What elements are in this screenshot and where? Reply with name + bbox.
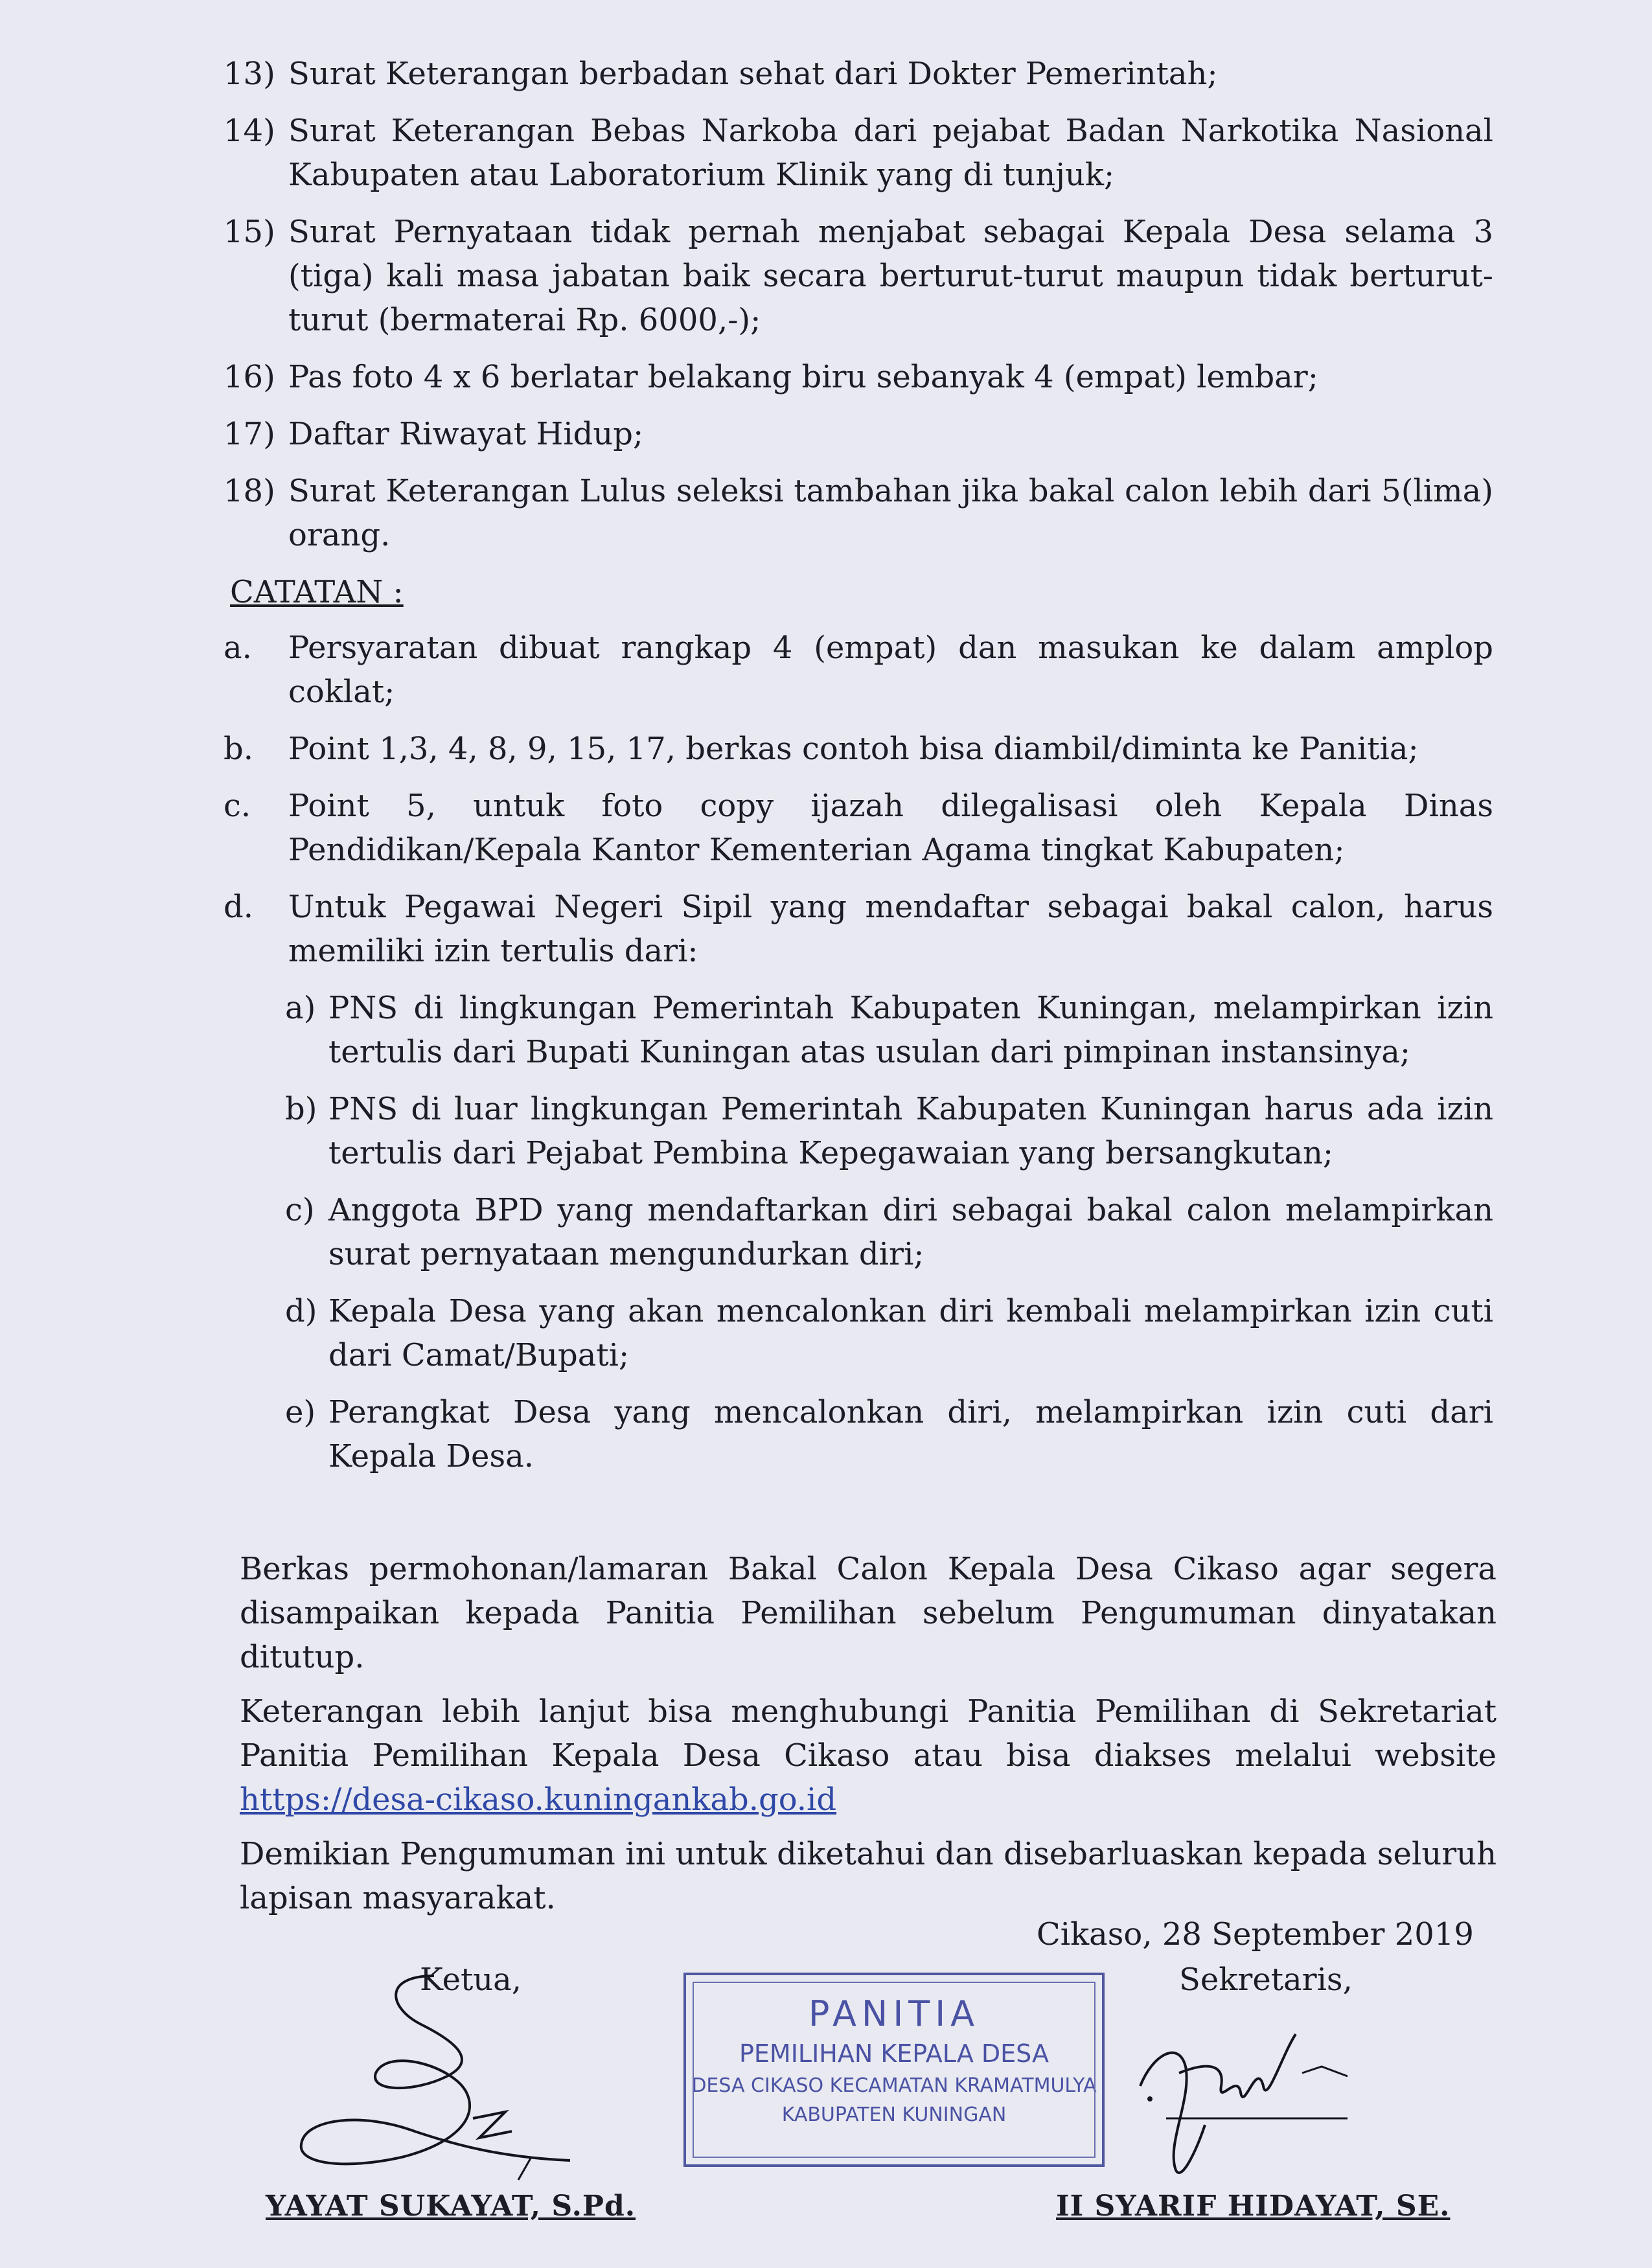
committee-stamp <box>683 1973 1105 2167</box>
stamp-line-1: PANITIA <box>808 1993 980 2034</box>
document-date: Cikaso, 28 September 2019 <box>1037 1916 1474 1953</box>
note-letter: d. <box>224 889 253 925</box>
item-text: Surat Keterangan Bebas Narkoba dari pejabat Badan Narkotika Nasional Kabupaten atau Laboratorium Klinik yang di tunjuk; <box>288 113 1493 193</box>
item-number: 18) <box>224 473 275 509</box>
note-letter: c. <box>224 788 251 824</box>
subnote-letter: d) <box>285 1293 317 1329</box>
note-text: Point 5, untuk foto copy ijazah dilegalisasi oleh Kepala Dinas Pendidikan/Kepala Kantor Kementerian Agama tingkat Kabupaten; <box>288 788 1493 868</box>
item-text: Surat Keterangan Lulus seleksi tambahan jika bakal calon lebih dari 5(lima) orang. <box>288 473 1493 553</box>
closing-section <box>240 1547 1497 1930</box>
note-item <box>224 885 1493 973</box>
subnote-text: PNS di lingkungan Pemerintah Kabupaten Kuningan, melampirkan izin tertulis dari Bupati Kuningan atas usulan dari pimpinan instansinya; <box>328 990 1493 1070</box>
closing-paragraph-announcement: Demikian Pengumuman ini untuk diketahui dan disebarluaskan kepada seluruh lapisan masyarakat. <box>240 1836 1497 1916</box>
item-text: Daftar Riwayat Hidup; <box>288 416 644 452</box>
subnote-letter: e) <box>285 1394 316 1430</box>
requirement-item <box>224 109 1493 197</box>
subnote-letter: c) <box>285 1192 315 1228</box>
note-text: Persyaratan dibuat rangkap 4 (empat) dan masukan ke dalam amplop coklat; <box>288 630 1493 710</box>
requirement-item <box>224 355 1493 399</box>
note-letter: a. <box>224 630 252 666</box>
catatan-heading: CATATAN : <box>230 574 404 610</box>
subnote-item <box>285 1188 1493 1276</box>
subnote-text: PNS di luar lingkungan Pemerintah Kabupaten Kuningan harus ada izin tertulis dari Pejabat Pembina Kepegawaian yang bersangkutan; <box>328 1091 1493 1171</box>
requirement-item <box>224 469 1493 557</box>
subnote-text: Anggota BPD yang mendaftarkan diri sebagai bakal calon melampirkan surat pernyataan mengundurkan diri; <box>328 1192 1493 1272</box>
note-item <box>224 727 1493 771</box>
item-number: 17) <box>224 416 275 452</box>
note-item <box>224 626 1493 714</box>
item-number: 16) <box>224 359 275 395</box>
item-number: 15) <box>224 214 275 250</box>
subnote-item <box>285 1289 1493 1377</box>
item-text: Surat Pernyataan tidak pernah menjabat sebagai Kepala Desa selama 3 (tiga) kali masa jabatan baik secara berturut-turut maupun tidak berturut-turut (bermaterai Rp. 6000,-); <box>288 214 1493 338</box>
subnote-letter: a) <box>285 990 316 1026</box>
subnote-text: Kepala Desa yang akan mencalonkan diri kembali melampirkan izin cuti dari Camat/Bupati; <box>328 1293 1493 1373</box>
info-text: Keterangan lebih lanjut bisa menghubungi Panitia Pemilihan di Sekretariat Panitia Pemilihan Kepala Desa Cikaso atau bisa diakses melalui website <box>240 1693 1497 1774</box>
note-text: Untuk Pegawai Negeri Sipil yang mendaftar sebagai bakal calon, harus memiliki izin tertulis dari: <box>288 889 1493 969</box>
stamp-line-3: DESA CIKASO KECAMATAN KRAMATMULYA <box>691 2074 1097 2097</box>
subnote-letter: b) <box>285 1091 317 1127</box>
secretary-name: II SYARIF HIDAYAT, SE. <box>1056 2190 1451 2223</box>
note-text: Point 1,3, 4, 8, 9, 15, 17, berkas contoh bisa diambil/diminta ke Panitia; <box>288 731 1419 767</box>
item-number: 14) <box>224 113 275 149</box>
subnote-text: Perangkat Desa yang mencalonkan diri, melampirkan izin cuti dari Kepala Desa. <box>328 1394 1493 1474</box>
secretary-signature <box>1127 2015 1373 2190</box>
requirement-item <box>224 412 1493 456</box>
requirement-item <box>224 210 1493 342</box>
subnote-item <box>285 1390 1493 1478</box>
chairman-name: YAYAT SUKAYAT, S.Pd. <box>266 2190 636 2223</box>
note-letter: b. <box>224 731 253 767</box>
item-number: 13) <box>224 56 275 92</box>
chairman-signature <box>285 1963 609 2183</box>
subnote-item <box>285 986 1493 1074</box>
closing-paragraph-submission: Berkas permohonan/lamaran Bakal Calon Kepala Desa Cikaso agar segera disampaikan kepada Panitia Pemilihan sebelum Pengumuman dinyatakan ditutup. <box>240 1551 1497 1675</box>
secretary-title: Sekretaris, <box>1179 1962 1353 1998</box>
subnote-item <box>285 1087 1493 1175</box>
note-item <box>224 784 1493 872</box>
item-text: Pas foto 4 x 6 berlatar belakang biru sebanyak 4 (empat) lembar; <box>288 359 1318 395</box>
website-link[interactable]: https://desa-cikaso.kuningankab.go.id <box>240 1781 837 1818</box>
stamp-line-2: PEMILIHAN KEPALA DESA <box>739 2039 1049 2068</box>
item-text: Surat Keterangan berbadan sehat dari Dokter Pemerintah; <box>288 56 1218 92</box>
stamp-line-4: KABUPATEN KUNINGAN <box>781 2103 1007 2126</box>
chairman-title: Ketua, <box>420 1962 522 1998</box>
requirement-item <box>224 52 1493 96</box>
requirements-section <box>224 52 1493 1491</box>
closing-paragraph-info <box>240 1690 1497 1822</box>
